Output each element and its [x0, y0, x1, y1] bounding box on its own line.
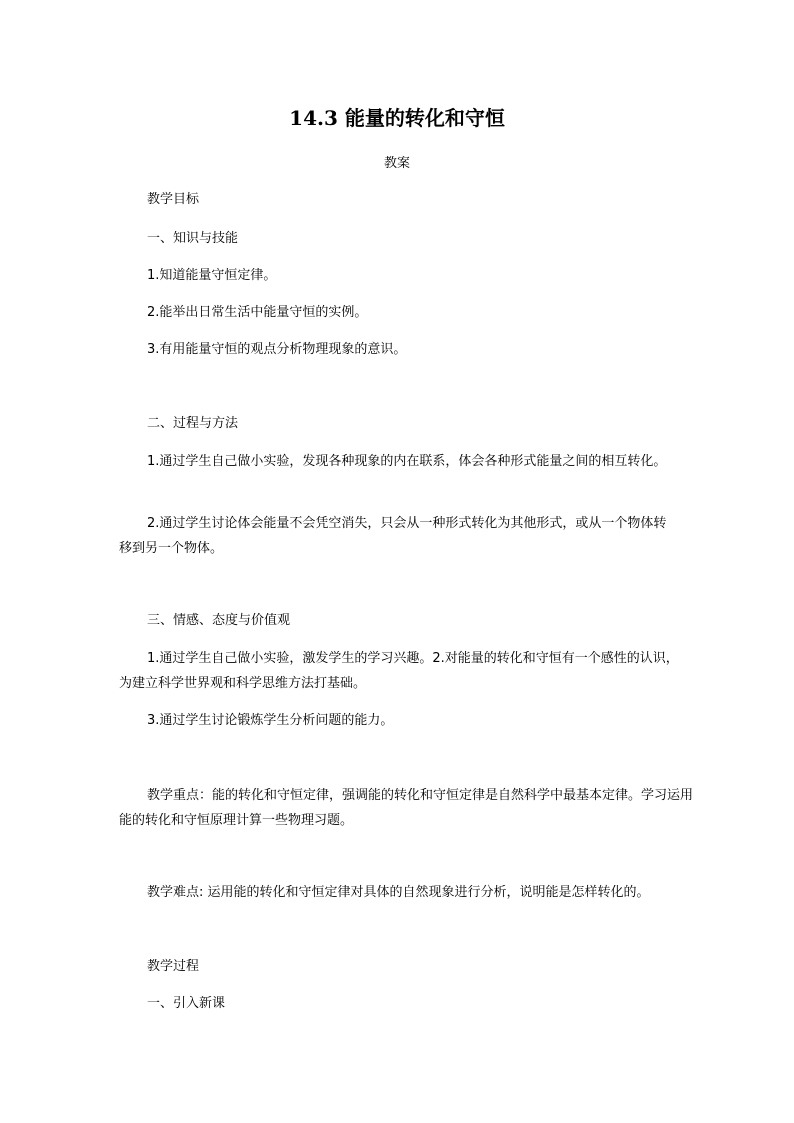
section2-heading: 二、过程与方法 [147, 416, 239, 431]
process-heading: 教学过程 [147, 959, 200, 974]
section3-item-1: 1.通过学生自己做小实验，激发学生的学习兴趣。2.对能量的转化和守恒有一个感性的认识，为建立科学世界观和科学思维方法打基础。 [119, 651, 679, 691]
objectives-heading: 教学目标 [147, 192, 200, 207]
section2-item-2: 2.通过学生讨论体会能量不会凭空消失，只会从一种形式转化为其他形式，或从一个物体转移到另一个物体。 [119, 516, 667, 556]
process-section1: 一、引入新课 [147, 996, 226, 1011]
document-subtitle: 教案 [383, 156, 410, 171]
section3-heading: 三、情感、态度与价值观 [147, 613, 291, 628]
section1-heading: 一、知识与技能 [147, 231, 239, 246]
section1-item-1: 1.知道能量守恒定律。 [147, 268, 277, 283]
difficulties: 教学难点: 运用能的转化和守恒定律对具体的自然现象进行分析，说明能是怎样转化的。 [147, 885, 650, 900]
document-title: 14.3 能量的转化和守恒 [289, 106, 505, 130]
section3-item-2: 3.通过学生讨论锻炼学生分析问题的能力。 [147, 713, 394, 728]
section2-item-1: 1.通过学生自己做小实验，发现各种现象的内在联系，体会各种形式能量之间的相互转化。 [147, 454, 667, 469]
key-points: 教学重点：能的转化和守恒定律，强调能的转化和守恒定律是自然科学中最基本定律。学习运用能的转化和守恒原理计算一些物理习题。 [119, 788, 694, 828]
section1-item-3: 3.有用能量守恒的观点分析物理现象的意识。 [147, 342, 407, 357]
section1-item-2: 2.能举出日常生活中能量守恒的实例。 [147, 305, 368, 320]
